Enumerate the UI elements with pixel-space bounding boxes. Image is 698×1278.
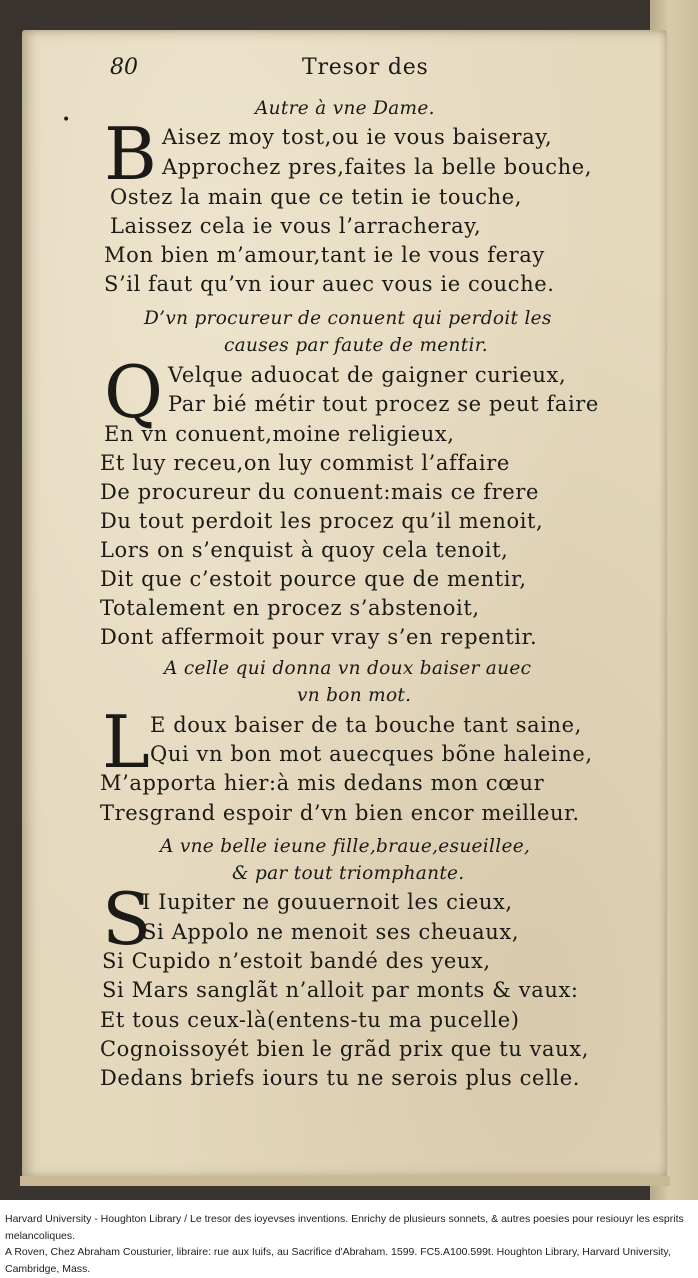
poem1-line-6: S’il faut qu’vn iour auec vous ie couche. (104, 272, 555, 296)
poem4-line-7: Dedans briefs iours tu ne serois plus celle. (100, 1066, 581, 1090)
poem1-line-2: Approchez pres,faites la belle bouche, (162, 155, 592, 179)
poem4-line-3: Si Cupido n’estoit bandé des yeux, (102, 949, 491, 973)
poem2-line-6: Du tout perdoit les procez qu’il menoit, (100, 509, 544, 533)
poem2-title-line-1: D’vn procureur de conuent qui perdoit les (144, 308, 552, 329)
poem2-line-2: Par bié métir tout procez se peut faire (168, 392, 599, 416)
poem2-line-7: Lors on s’enquist à quoy cela tenoit, (100, 538, 509, 562)
poem1-line-4: Laissez cela ie vous l’arracheray, (110, 214, 482, 238)
poem2-dropcap: Q (104, 350, 164, 434)
poem4-dropcap: S (102, 877, 152, 961)
poem2-line-1: Velque aduocat de gaigner curieux, (168, 363, 567, 387)
poem3-line-1: E doux baiser de ta bouche tant saine, (150, 713, 582, 737)
poem1-line-3: Ostez la main que ce tetin ie touche, (110, 185, 523, 209)
page-stack-edge (20, 1176, 670, 1186)
poem2-line-8: Dit que c’estoit pource que de mentir, (100, 567, 527, 591)
poem3-line-2: Qui vn bon mot auecques bõne haleine, (150, 742, 593, 766)
poem4-line-6: Cognoissoyét bien le grãd prix que tu vaux, (100, 1037, 590, 1061)
poem1-line-5: Mon bien m’amour,tant ie le vous feray (104, 243, 545, 267)
poem3-line-4: Tresgrand espoir d’vn bien encor meilleur. (100, 801, 580, 825)
poem2-line-9: Totalement en procez s’abstenoit, (100, 596, 480, 620)
margin-mark: • (62, 112, 71, 128)
caption-line-2: A Roven, Chez Abraham Cousturier, libraire: rue aux Iuifs, au Sacrifice d'Abraham. 1599. FC5.A100.599t. Houghton Library, Harvard University, Cambridge, Mass. (5, 1246, 671, 1275)
poem2-line-4: Et luy receu,on luy commist l’affaire (100, 451, 510, 475)
poem3-dropcap: L (102, 700, 150, 784)
poem1-dropcap: B (104, 112, 157, 196)
poem4-line-2: Si Appolo ne menoit ses cheuaux, (142, 920, 520, 944)
poem4-line-4: Si Mars sanglãt n’alloit par monts & vaux: (102, 978, 579, 1002)
caption-line-1: Harvard University - Houghton Library / Le tresor des ioyevses inventions. Enrichy de plusieurs sonnets, & autres poesies pour resiouyr les esprits melancoliques. (5, 1213, 684, 1242)
poem2-title-line-2: causes par faute de mentir. (224, 335, 488, 356)
poem3-title-line-1: A celle qui donna vn doux baiser auec (164, 658, 532, 679)
poem4-line-1: I Iupiter ne gouuernoit les cieux, (142, 890, 513, 914)
poem2-line-5: De procureur du conuent:mais ce frere (100, 480, 539, 504)
poem4-title-line-2: & par tout triomphante. (232, 863, 465, 884)
running-title: Tresor des (302, 55, 429, 80)
poem3-line-3: M’apporta hier:à mis dedans mon cœur (100, 771, 545, 795)
poem1-title: Autre à vne Dame. (255, 98, 435, 119)
poem4-line-5: Et tous ceux-là(entens-tu ma pucelle) (100, 1008, 520, 1032)
poem3-title-line-2: vn bon mot. (297, 685, 412, 706)
page-number: 80 (110, 55, 138, 80)
image-caption (5, 1211, 693, 1277)
poem1-line-1: Aisez moy tost,ou ie vous baiseray, (162, 125, 553, 149)
poem4-title-line-1: A vne belle ieune fille,braue,esueillee, (160, 836, 531, 857)
poem2-line-3: En vn conuent,moine religieux, (104, 422, 455, 446)
poem2-line-10: Dont affermoit pour vray s’en repentir. (100, 625, 538, 649)
